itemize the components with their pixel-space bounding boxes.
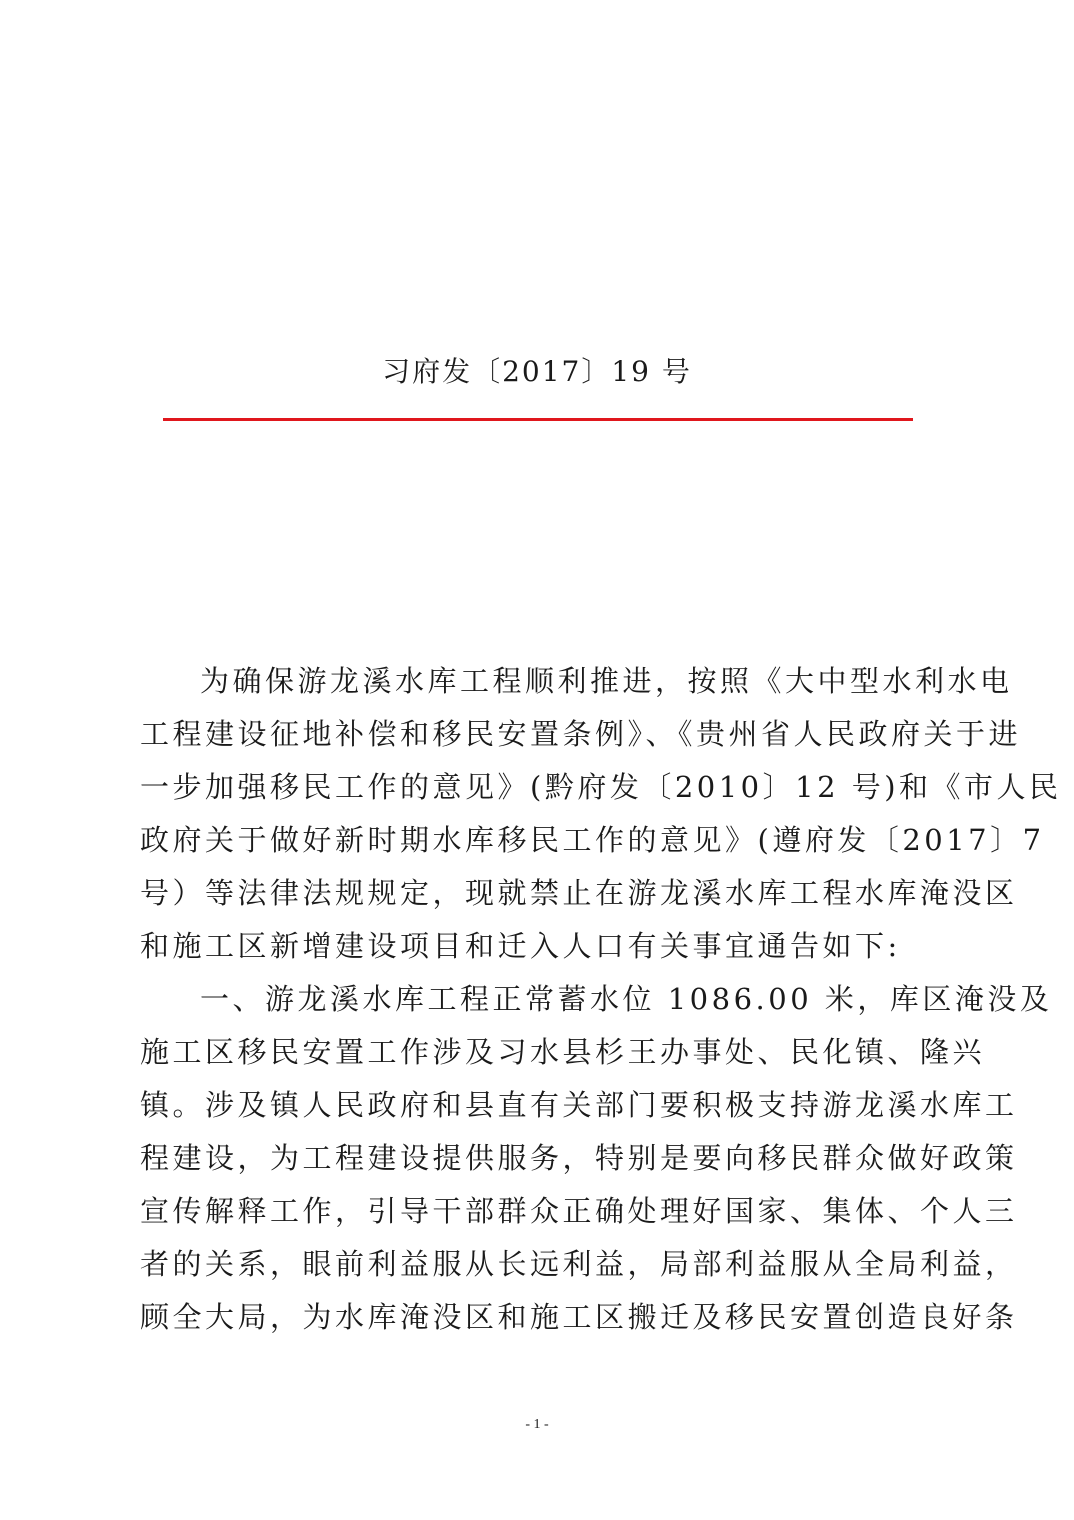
paragraph-line: 施工区移民安置工作涉及习水县杉王办事处、民化镇、隆兴 bbox=[140, 1035, 986, 1069]
paragraph-line: 一、游龙溪水库工程正常蓄水位 1086.00 米，库区淹没及 bbox=[200, 982, 1053, 1016]
paragraph-line: 程建设，为工程建设提供服务，特别是要向移民群众做好政策 bbox=[140, 1141, 1018, 1175]
paragraph-line: 号）等法律法规规定，现就禁止在游龙溪水库工程水库淹没区 bbox=[140, 876, 1018, 910]
document-number: 习府发〔2017〕19 号 bbox=[382, 355, 692, 388]
paragraph-line: 一步加强移民工作的意见》(黔府发〔2010〕12 号)和《市人民 bbox=[140, 770, 1062, 804]
paragraph-line: 和施工区新增建设项目和迁入人口有关事宜通告如下: bbox=[140, 929, 901, 963]
paragraph-line: 工程建设征地补偿和移民安置条例》、《贵州省人民政府关于进 bbox=[140, 717, 1022, 751]
body-text bbox=[140, 655, 1062, 1344]
paragraph-line: 为确保游龙溪水库工程顺利推进，按照《大中型水利水电 bbox=[200, 664, 1013, 698]
paragraph-line: 镇。涉及镇人民政府和县直有关部门要积极支持游龙溪水库工 bbox=[140, 1088, 1018, 1122]
paragraph-line: 顾全大局，为水库淹没区和施工区搬迁及移民安置创造良好条 bbox=[140, 1300, 1018, 1334]
red-divider-rule bbox=[163, 418, 913, 421]
paragraph-line: 宣传解释工作，引导干部群众正确处理好国家、集体、个人三 bbox=[140, 1194, 1018, 1228]
paragraph-line: 政府关于做好新时期水库移民工作的意见》(遵府发〔2017〕7 bbox=[140, 823, 1045, 857]
page-number: - 1 - bbox=[525, 1417, 549, 1432]
paragraph-line: 者的关系，眼前利益服从长远利益，局部利益服从全局利益， bbox=[140, 1247, 1018, 1281]
